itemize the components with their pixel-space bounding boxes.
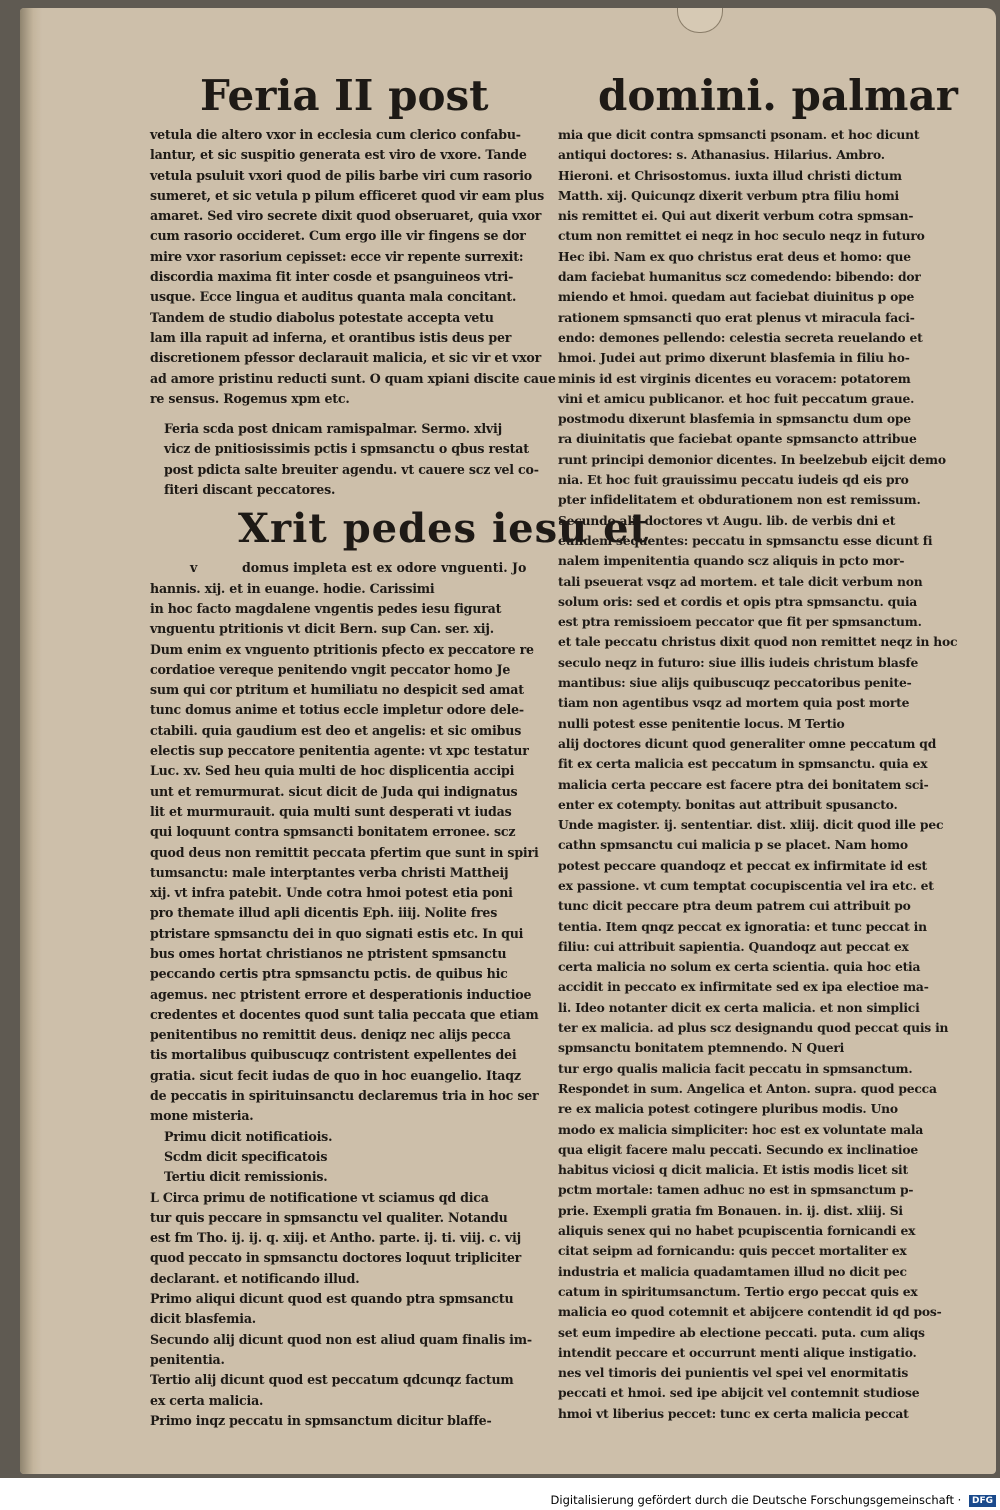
text-line: cum rasorio occideret. Cum ergo ille vir fingens se dor bbox=[150, 228, 526, 244]
text-line: peccati et hmoi. sed ipe abijcit vel contemnit studiose bbox=[558, 1385, 920, 1401]
text-line: tunc domus anime et totius eccle impletur odore dele- bbox=[150, 702, 524, 718]
left-end-block bbox=[150, 1188, 545, 1432]
text-line: nulli potest esse penitentie locus. M Tertio bbox=[558, 715, 845, 731]
text-line: qua eligit facere malu peccati. Secundo ex inclinatioe bbox=[558, 1141, 919, 1157]
text-line: potest peccare quandoqz et peccat ex infirmitate id est bbox=[558, 857, 927, 873]
text-line: tunc dicit peccare ptra deum patrem cui attribuit po bbox=[558, 898, 911, 914]
text-line: endo: demones pellendo: celestia secreta reuelando et bbox=[558, 329, 923, 345]
text-line: re ex malicia potest cotingere pluribus modis. Uno bbox=[558, 1101, 898, 1117]
text-line: Matth. xij. Quicunqz dixerit verbum ptra filiu homi bbox=[558, 187, 899, 203]
text-line: tur ergo qualis malicia facit peccatu in spmsanctum. bbox=[558, 1060, 913, 1076]
text-line: pro themate illud apli dicentis Eph. iiij. Nolite fres bbox=[150, 905, 498, 921]
text-line: postmodu dixerunt blasfemia in spmsanctu dum ope bbox=[558, 411, 911, 427]
text-line: discretionem pfessor declarauit malicia, et sic vir et vxor bbox=[150, 350, 542, 366]
text-line: Unde magister. ij. sententiar. dist. xliij. dicit quod ille pec bbox=[558, 817, 944, 833]
text-line: minis id est virginis dicentes eu voracem: potatorem bbox=[558, 370, 911, 386]
text-line: malicia certa peccare est facere ptra dei bonitatem sci- bbox=[558, 776, 929, 792]
text-line: mone misteria. bbox=[150, 1108, 254, 1124]
text-line: Luc. xv. Sed heu quia multi de hoc displicentia accipi bbox=[150, 763, 515, 779]
division-list bbox=[150, 1127, 545, 1188]
text-line: post pdicta salte breuiter agendu. vt cauere scz vel co- bbox=[164, 461, 539, 477]
text-line: tali pseuerat vsqz ad mortem. et tale dicit verbum non bbox=[558, 573, 923, 589]
text-line: tumsanctu: male interptantes verba christi Mattheij bbox=[150, 864, 509, 880]
text-line: sum qui cor ptritum et humiliatu no despicit sed amat bbox=[150, 682, 524, 698]
text-line: quod peccato in spmsanctu doctores loquut tripliciter bbox=[150, 1250, 522, 1266]
text-line: est fm Tho. ij. ij. q. xiij. et Antho. parte. ij. ti. viij. c. vij bbox=[150, 1230, 521, 1246]
text-line: mia que dicit contra spmsancti psonam. et hoc dicunt bbox=[558, 127, 920, 142]
text-line: catum in spiritumsanctum. Tertio ergo peccat quis ex bbox=[558, 1283, 918, 1299]
sermon-rubric bbox=[150, 419, 545, 500]
text-line: bus omes hortat christianos ne ptristent spmsanctu bbox=[150, 945, 507, 961]
text-line: agemus. nec ptristent errore et desperationis inductioe bbox=[150, 986, 532, 1002]
text-line: set eum impedire ab electione peccati. puta. cum aliqs bbox=[558, 1324, 925, 1340]
text-line: ex passione. vt cum temptat cocupiscentia vel ira etc. et bbox=[558, 877, 934, 893]
text-line: antiqui doctores: s. Athanasius. Hilarius. Ambro. bbox=[558, 147, 885, 163]
digitization-footer bbox=[0, 1490, 996, 1510]
text-line: Primu dicit notificatiois. bbox=[164, 1128, 333, 1144]
text-line: gratia. sicut fecit iudas de quo in hoc euangelio. Itaqz bbox=[150, 1067, 521, 1083]
running-head-left: Feria II post bbox=[200, 71, 489, 120]
text-line: Feria scda post dnicam ramispalmar. Sermo. xlvij bbox=[164, 421, 502, 437]
text-line: credentes et docentes quod sunt talia peccata que etiam bbox=[150, 1006, 539, 1022]
text-line: penitentia. bbox=[150, 1351, 225, 1367]
text-line: L Circa primu de notificatione vt sciamus qd dica bbox=[150, 1189, 489, 1205]
text-line: tis mortalibus quibuscuqz contristent expellentes dei bbox=[150, 1047, 517, 1063]
text-line: penitentibus no remittit deus. deniqz nec alijs pecca bbox=[150, 1027, 511, 1043]
text-line: est ptra remissioem peccator que fit per spmsanctum. bbox=[558, 614, 922, 630]
text-line: seculo neqz in futuro: siue illis iudeis christum blasfe bbox=[558, 654, 919, 670]
text-line: pctm mortale: tamen adhuc no est in spmsanctum p- bbox=[558, 1182, 914, 1198]
incipit-margin-letter: v bbox=[190, 560, 198, 576]
text-line: ad amore pristinu reducti sunt. O quam xpiani discite caue bbox=[150, 370, 556, 386]
text-line: et tale peccatu christus dixit quod non remittet neqz in hoc bbox=[558, 634, 958, 650]
page-tab-mark bbox=[677, 8, 723, 33]
text-line: ctum non remittet ei neqz in hoc seculo neqz in futuro bbox=[558, 228, 925, 244]
text-line: de peccatis in spirituinsanctu declaremus tria in hoc ser bbox=[150, 1088, 539, 1104]
text-line: lantur, et sic suspitio generata est viro de vxore. Tande bbox=[150, 147, 527, 163]
incipit-continuation-text: domus impleta est ex odore vnguenti. Jo bbox=[242, 560, 527, 576]
text-line: Secundo alij doctores vt Augu. lib. de verbis dni et bbox=[558, 512, 896, 528]
text-line: miendo et hmoi. quedam aut faciebat diuinitus p ope bbox=[558, 289, 915, 305]
text-line: nes vel timoris dei punientis vel spei vel enormitatis bbox=[558, 1365, 909, 1381]
text-line: fit ex certa malicia est peccatum in spmsanctu. quia ex bbox=[558, 756, 928, 772]
text-line: vnguentu ptritionis vt dicit Bern. sup Can. ser. xij. bbox=[150, 621, 494, 637]
text-line: quod deus non remittit peccata pfertim que sunt in spiri bbox=[150, 844, 539, 860]
footer-separator: · bbox=[954, 1493, 965, 1507]
text-line: peccando certis ptra spmsanctu pctis. de quibus hic bbox=[150, 966, 508, 982]
text-line: Respondet in sum. Angelica et Anton. supra. quod pecca bbox=[558, 1080, 937, 1096]
text-line: industria et malicia quadamtamen illud no dicit pec bbox=[558, 1263, 907, 1279]
text-line: in hoc facto magdalene vngentis pedes iesu figurat bbox=[150, 600, 502, 616]
text-line: aliquis senex qui no habet pcupiscentia fornicandi ex bbox=[558, 1223, 916, 1239]
text-line: filiu: cui attribuit sapientia. Quandoqz aut peccat ex bbox=[558, 938, 909, 954]
text-line: hmoi. Judei aut primo dixerunt blasfemia in filiu ho- bbox=[558, 350, 910, 366]
text-line: alij doctores dicunt quod generaliter omne peccatum qd bbox=[558, 735, 937, 751]
text-line: qui loquunt contra spmsancti bonitatem erronee. scz bbox=[150, 824, 516, 840]
left-column bbox=[150, 125, 650, 1431]
text-line: ex certa malicia. bbox=[150, 1392, 264, 1408]
text-line: Hec ibi. Nam ex quo christus erat deus et homo: que bbox=[558, 248, 911, 264]
running-head-right: domini. palmar bbox=[598, 71, 958, 120]
text-line: amaret. Sed viro secrete dixit quod obseruaret, quia vxor bbox=[150, 208, 542, 224]
footer-credit: Digitalisierung gefördert durch die Deutsche Forschungsgemeinschaft bbox=[550, 1493, 955, 1507]
text-line: vetula die altero vxor in ecclesia cum clerico confabu- bbox=[150, 127, 521, 142]
text-line: spmsanctu bonitatem ptemnendo. N Queri bbox=[558, 1040, 845, 1056]
text-line: hannis. xij. et in euange. hodie. Carissimi bbox=[150, 580, 435, 596]
text-line: ctabili. quia gaudium est deo et angelis: et sic omibus bbox=[150, 722, 522, 738]
text-line: citat seipm ad fornicandu: quis peccet mortaliter ex bbox=[558, 1243, 907, 1259]
text-line: mire vxor rasorium cepisset: ecce vir repente surrexit: bbox=[150, 248, 524, 264]
text-line: cordatioe vereque penitendo vngit peccator homo Je bbox=[150, 661, 511, 677]
dfg-logo: DFG bbox=[969, 1495, 996, 1507]
text-line: malicia eo quod cotemnit et abijcere contendit id qd pos- bbox=[558, 1304, 942, 1320]
text-line: habitus viciosi q dicit malicia. Et istis modis licet sit bbox=[558, 1162, 908, 1178]
text-line: cathn spmsanctu cui malicia p se placet. Nam homo bbox=[558, 837, 908, 853]
text-line: Scdm dicit specificatois bbox=[164, 1148, 328, 1164]
left-top-block bbox=[150, 125, 556, 409]
text-line: lam illa rapuit ad inferna, et orantibus istis deus per bbox=[150, 329, 512, 345]
text-line: accidit in peccato ex infirmitate sed ex ipa electioe ma- bbox=[558, 979, 929, 995]
text-line: pter infidelitatem et obdurationem non est remissum. bbox=[558, 492, 921, 508]
text-line: Hieroni. et Chrisostomus. iuxta illud christi dictum bbox=[558, 167, 902, 183]
text-line: Secundo alij dicunt quod non est aliud quam finalis im- bbox=[150, 1331, 532, 1347]
text-line: enter ex cotempty. bonitas aut attribuit spusancto. bbox=[558, 796, 898, 812]
text-line: declarant. et notificando illud. bbox=[150, 1270, 360, 1286]
text-line: ter ex malicia. ad plus scz designandu quod peccat quis in bbox=[558, 1020, 949, 1036]
text-line: tur quis peccare in spmsanctu vel qualiter. Notandu bbox=[150, 1209, 508, 1225]
right-column bbox=[558, 125, 958, 1424]
text-line: intendit peccare et occurrunt menti alique instigatio. bbox=[558, 1344, 917, 1360]
text-line: lit et murmurauit. quia multi sunt desperati vt iudas bbox=[150, 803, 512, 819]
text-line: Primo inqz peccatu in spmsanctum dicitur blaffe- bbox=[150, 1412, 492, 1428]
text-line: ra diuinitatis que faciebat opante spmsancto attribue bbox=[558, 431, 917, 447]
text-line: dam faciebat humanitus scz comedendo: bibendo: dor bbox=[558, 269, 921, 285]
text-line: vetula psuluit vxori quod de pilis barbe viri cum rasorio bbox=[150, 167, 532, 183]
text-line: nis remittet ei. Qui aut dixerit verbum cotra spmsan- bbox=[558, 208, 914, 224]
text-line: unt et remurmurat. sicut dicit de Juda qui indignatus bbox=[150, 783, 518, 799]
text-line: Primo aliqui dicunt quod est quando ptra spmsanctu bbox=[150, 1291, 514, 1307]
text-line: xij. vt infra patebit. Unde cotra hmoi potest etia poni bbox=[150, 885, 513, 901]
text-line: dicit blasfemia. bbox=[150, 1311, 256, 1327]
text-line: hmoi vt liberius peccet: tunc ex certa malicia peccat bbox=[558, 1405, 909, 1421]
text-line: prie. Exempli gratia fm Bonauen. in. ij. dist. xliij. Si bbox=[558, 1202, 903, 1218]
text-line: modo ex malicia simpliciter: hoc est ex voluntate mala bbox=[558, 1121, 924, 1137]
text-line: fiteri discant peccatores. bbox=[164, 482, 336, 498]
text-line: Tertio alij dicunt quod est peccatum qdcunqz factum bbox=[150, 1372, 514, 1388]
text-line: eundem sequentes: peccatu in spmsanctu esse dicunt fi bbox=[558, 532, 933, 548]
incipit-continuation bbox=[150, 558, 545, 578]
text-line: mantibus: siue alijs quibuscuqz peccatoribus penite- bbox=[558, 675, 912, 691]
text-line: Tandem de studio diabolus potestate accepta vetu bbox=[150, 309, 494, 325]
text-line: usque. Ecce lingua et auditus quanta mala concitant. bbox=[150, 289, 517, 305]
text-line: vini et amicu publicanor. et hoc fuit peccatum graue. bbox=[558, 390, 915, 406]
page-edge bbox=[20, 8, 42, 1474]
text-line: Tertiu dicit remissionis. bbox=[164, 1169, 328, 1185]
sermon-incipit: Xrit pedes iesu et bbox=[238, 505, 650, 553]
text-line: tentia. Item qnqz peccat ex ignoratia: et tunc peccat in bbox=[558, 918, 927, 934]
text-line: tiam non agentibus vsqz ad mortem quia post morte bbox=[558, 695, 910, 711]
text-line: sumeret, et sic vetula p pilum efficeret quod vir eam plus bbox=[150, 187, 544, 203]
text-line: li. Ideo notanter dicit ex certa malicia. et non simplici bbox=[558, 999, 920, 1015]
text-line: discordia maxima fit inter cosde et psanguineos vtri- bbox=[150, 269, 514, 285]
text-line: Dum enim ex vnguento ptritionis pfecto ex peccatore re bbox=[150, 641, 534, 657]
left-body-block bbox=[150, 579, 545, 1127]
text-line: vicz de pnitiosissimis pctis i spmsanctu o qbus restat bbox=[164, 441, 529, 457]
text-line: certa malicia no solum ex certa scientia. quia hoc etia bbox=[558, 959, 921, 975]
text-line: ptristare spmsanctu dei in quo signati estis etc. In qui bbox=[150, 925, 524, 941]
text-line: electis sup peccatore penitentia agente: vt xpc testatur bbox=[150, 743, 529, 759]
text-line: nalem impenitentia quando scz aliquis in pcto mor- bbox=[558, 553, 905, 569]
text-line: solum oris: sed et cordis et opis ptra spmsanctu. quia bbox=[558, 593, 918, 609]
text-line: rationem spmsancti quo erat plenus vt miracula faci- bbox=[558, 309, 915, 325]
text-line: runt principi demonior dicentes. In beelzebub eijcit demo bbox=[558, 451, 946, 467]
text-line: re sensus. Rogemus xpm etc. bbox=[150, 390, 350, 406]
text-line: nia. Et hoc fuit grauissimu peccatu iudeis qd eis pro bbox=[558, 472, 909, 488]
